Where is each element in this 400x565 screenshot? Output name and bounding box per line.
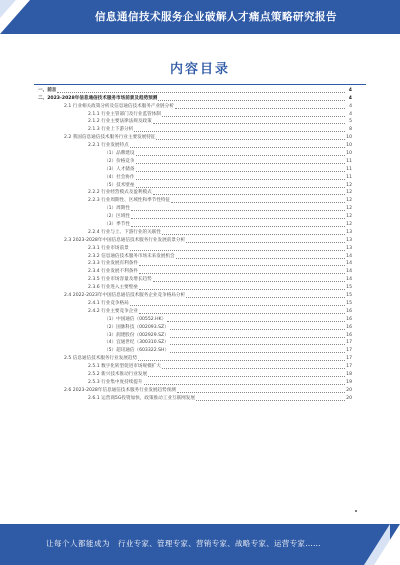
toc-entry-text: 2.3.1 行业市场前景 bbox=[88, 245, 129, 251]
toc-entry[interactable] bbox=[34, 212, 352, 220]
toc-page-number: 13 bbox=[346, 237, 352, 243]
toc-page-number: 8 bbox=[349, 127, 352, 133]
toc-leader-dots bbox=[139, 289, 345, 290]
toc-entry-text: （3）季节性 bbox=[104, 222, 130, 228]
toc-entry[interactable] bbox=[34, 283, 352, 291]
toc-page-number: 11 bbox=[346, 174, 352, 180]
toc-entry-text: 2.3.5 行业市场容量及增长趋势 bbox=[88, 277, 152, 283]
toc-entry[interactable] bbox=[34, 165, 352, 173]
toc-entry[interactable] bbox=[34, 386, 352, 394]
toc-page-number: 11 bbox=[346, 166, 352, 172]
toc-entry-text: 2.2.4 行业与上、下游行业的关联性 bbox=[88, 229, 161, 235]
toc-page-number: 18 bbox=[346, 371, 352, 377]
toc-entry[interactable] bbox=[34, 378, 352, 386]
toc-entry[interactable] bbox=[34, 331, 352, 339]
toc-leader-dots bbox=[148, 376, 345, 377]
toc-entry-text: （5）超讯通信（603322.SH） bbox=[104, 348, 170, 354]
toc-page-number: 17 bbox=[346, 340, 352, 346]
toc-entry-text: 2.3.4 行业发展不利条件 bbox=[88, 269, 138, 275]
toc-entry[interactable] bbox=[34, 354, 352, 362]
toc-entry-text: 2.3.2 信息通信技术服务市场未来发展机会 bbox=[88, 253, 175, 259]
toc-entry[interactable] bbox=[34, 252, 352, 260]
toc-entry[interactable] bbox=[34, 370, 352, 378]
toc-leader-dots bbox=[130, 305, 345, 306]
toc-leader-dots bbox=[153, 194, 345, 195]
toc-leader-dots bbox=[186, 242, 345, 243]
toc-entry-text: 一、前言 bbox=[38, 87, 57, 93]
toc-entry[interactable] bbox=[34, 315, 352, 323]
toc-entry-text: 2.2.3 行业周期性、区域性和季节性特征 bbox=[88, 198, 171, 204]
toc-entry[interactable] bbox=[34, 244, 352, 252]
toc-entry[interactable] bbox=[34, 228, 352, 236]
toc-leader-dots bbox=[153, 123, 345, 124]
toc-page-number: 10 bbox=[346, 135, 352, 141]
toc-entry[interactable] bbox=[34, 299, 352, 307]
toc-entry[interactable] bbox=[34, 149, 352, 157]
toc-leader-dots bbox=[138, 360, 345, 361]
toc-entry[interactable] bbox=[34, 118, 352, 126]
toc-page-number: 12 bbox=[346, 182, 352, 188]
toc-entry-text: 2.4.1 行业竞争格局 bbox=[88, 300, 129, 306]
toc-entry-text: 2.3.6 行业进入主要壁垒 bbox=[88, 285, 138, 291]
toc-leader-dots bbox=[176, 258, 345, 259]
toc-leader-dots bbox=[139, 265, 345, 266]
toc-entry[interactable] bbox=[34, 339, 352, 347]
toc-entry[interactable] bbox=[34, 362, 352, 370]
toc-leader-dots bbox=[177, 392, 345, 393]
toc-leader-dots bbox=[162, 234, 345, 235]
toc-page-number: 14 bbox=[346, 253, 352, 259]
toc-entry-text: （2）价格竞争 bbox=[104, 158, 135, 164]
toc-entry-text: 2.3.3 行业发展有利条件 bbox=[88, 261, 138, 267]
toc-page-number: 14 bbox=[346, 261, 352, 267]
toc-leader-dots bbox=[130, 147, 345, 148]
toc-leader-dots bbox=[136, 187, 346, 188]
toc-leader-dots bbox=[131, 218, 345, 219]
toc-page-number: 14 bbox=[346, 277, 352, 283]
toc-entry[interactable] bbox=[34, 346, 352, 354]
toc-page-number: 17 bbox=[346, 364, 352, 370]
toc-entry-text: （2）区域性 bbox=[104, 214, 130, 220]
toc-leader-dots bbox=[170, 329, 345, 330]
toc-leader-dots bbox=[134, 131, 345, 132]
toc-leader-dots bbox=[171, 202, 345, 203]
toc-page-number: 12 bbox=[346, 206, 352, 212]
toc-entry[interactable] bbox=[34, 204, 352, 212]
toc-page-number: 12 bbox=[346, 214, 352, 220]
toc-divider bbox=[34, 84, 366, 85]
toc-entry[interactable] bbox=[34, 173, 352, 181]
toc-entry[interactable] bbox=[34, 157, 352, 165]
toc-leader-dots bbox=[162, 116, 345, 117]
toc-entry-text: （3）人才储备 bbox=[104, 166, 135, 172]
toc-leader-dots bbox=[175, 108, 345, 109]
header-bar bbox=[0, 0, 400, 34]
toc-entry[interactable] bbox=[34, 236, 352, 244]
toc-entry-text: 2.1 行业相关政策分析及信息通信技术服务产业链分析 bbox=[64, 103, 174, 109]
toc-leader-dots bbox=[136, 155, 346, 156]
toc-entry[interactable] bbox=[34, 181, 352, 189]
toc-entry-text: 2.5.2 新兴技术推动行业发展 bbox=[88, 371, 148, 377]
toc-page-number: 19 bbox=[346, 379, 352, 385]
toc-page-number: 15 bbox=[346, 293, 352, 299]
toc-page-number: 11 bbox=[346, 158, 352, 164]
toc-entry[interactable] bbox=[34, 307, 352, 315]
toc-leader-dots bbox=[139, 273, 345, 274]
toc-page-number: 4 bbox=[348, 87, 352, 93]
toc-entry[interactable] bbox=[34, 102, 352, 110]
toc-entry-text: 2.3 2023-2028年中国信息通信技术服务行业发展前景分析 bbox=[64, 237, 186, 243]
toc-page-number: 4 bbox=[348, 95, 352, 101]
toc-entry-text: 2.5.3 行业集中度持续提升 bbox=[88, 379, 143, 385]
toc-page-number: 17 bbox=[346, 356, 352, 362]
toc-page-number: 20 bbox=[346, 387, 352, 393]
toc-entry[interactable] bbox=[34, 141, 352, 149]
toc-entry-text: （1）中国通信（00552.HK） bbox=[104, 316, 167, 322]
toc-leader-dots bbox=[57, 92, 345, 93]
toc-leader-dots bbox=[130, 250, 345, 251]
toc-page-number: 20 bbox=[346, 395, 352, 401]
toc-entry-text: 2.1.1 行业主管部门及行业监管体制 bbox=[88, 111, 161, 117]
toc-page-number: 12 bbox=[346, 198, 352, 204]
toc-entry[interactable] bbox=[34, 189, 352, 197]
toc-leader-dots bbox=[131, 226, 345, 227]
toc-entry-text: （3）润建股份（002929.SZ） bbox=[104, 332, 169, 338]
toc-entry-text: 2.1.3 行业上下游分析 bbox=[88, 127, 134, 133]
footer-decoration bbox=[374, 524, 400, 565]
toc-entry[interactable] bbox=[34, 220, 352, 228]
toc-page-number: 16 bbox=[346, 316, 352, 322]
toc-entry[interactable] bbox=[34, 94, 352, 102]
toc-page-number: 16 bbox=[346, 332, 352, 338]
toc-leader-dots bbox=[167, 321, 345, 322]
report-title: 信息通信技术服务企业破解人才痛点策略研究报告 bbox=[95, 11, 337, 23]
toc-page-number: 5 bbox=[349, 119, 352, 125]
toc-entry-text: 2.6.1 运营商5G投资加快，政策推动工业互联网发展 bbox=[88, 395, 195, 401]
toc-leader-dots bbox=[170, 352, 345, 353]
toc-entry-text: 2.2.2 行业经营模式及盈利模式 bbox=[88, 190, 152, 196]
toc-entry-text: （1）周期性 bbox=[104, 206, 130, 212]
toc-entry[interactable] bbox=[34, 394, 352, 402]
toc-entry[interactable] bbox=[34, 323, 352, 331]
toc-leader-dots bbox=[158, 100, 345, 101]
toc-leader-dots bbox=[139, 313, 345, 314]
toc-leader-dots bbox=[153, 281, 345, 282]
toc-leader-dots bbox=[162, 368, 345, 369]
toc-list bbox=[34, 86, 352, 402]
toc-entry[interactable] bbox=[34, 110, 352, 118]
toc-page-number: 17 bbox=[346, 348, 352, 354]
toc-entry-text: 2.4.2 行业主要竞争企业 bbox=[88, 308, 138, 314]
toc-page-number: 16 bbox=[346, 308, 352, 314]
toc-page-number: 13 bbox=[346, 229, 352, 235]
toc-entry-text: （5）技术壁垒 bbox=[104, 182, 135, 188]
toc-title: 内容目录 bbox=[169, 62, 230, 77]
toc-entry[interactable] bbox=[34, 133, 352, 141]
toc-leader-dots bbox=[170, 337, 345, 338]
toc-page-number: 12 bbox=[346, 190, 352, 196]
toc-leader-dots bbox=[170, 344, 345, 345]
toc-entry[interactable] bbox=[34, 275, 352, 283]
toc-entry[interactable] bbox=[34, 291, 352, 299]
page-marker bbox=[355, 510, 357, 512]
toc-leader-dots bbox=[186, 297, 345, 298]
toc-page-number: 12 bbox=[346, 222, 352, 228]
toc-entry[interactable] bbox=[34, 267, 352, 275]
toc-page-number: 13 bbox=[346, 245, 352, 251]
toc-leader-dots bbox=[136, 171, 346, 172]
toc-entry-text: 二、2023-2028年信息通信技术服务市场前景及趋势预测 bbox=[38, 95, 158, 101]
toc-leader-dots bbox=[131, 210, 345, 211]
toc-leader-dots bbox=[136, 163, 346, 164]
footer-bar bbox=[0, 524, 400, 565]
footer-roles: 行业专家、管理专家、营销专家、战略专家、运营专家…… bbox=[118, 539, 321, 548]
toc-entry-text: 2.4 2022-2023年中国信息通信技术服务企业竞争格局分析 bbox=[64, 293, 186, 299]
toc-page-number: 4 bbox=[349, 103, 352, 109]
toc-page-number: 15 bbox=[346, 285, 352, 291]
toc-entry[interactable] bbox=[34, 196, 352, 204]
toc-entry[interactable] bbox=[34, 86, 352, 94]
footer-slogan: 让每个人都能成为 bbox=[46, 539, 110, 548]
toc-entry-text: （2）国脉科技（002093.SZ） bbox=[104, 324, 169, 330]
toc-entry[interactable] bbox=[34, 260, 352, 268]
toc-leader-dots bbox=[144, 384, 346, 385]
toc-leader-dots bbox=[156, 139, 345, 140]
toc-entry-text: 2.6 2023-2028年信息通信技术服务行业发展趋势预测 bbox=[64, 387, 176, 393]
toc-entry-text: 2.2.1 行业发展特点 bbox=[88, 143, 129, 149]
toc-entry-text: 2.5 信息通信技术服务行业发展趋势 bbox=[64, 356, 138, 362]
toc-page-number: 14 bbox=[346, 269, 352, 275]
toc-entry-text: （1）品牌建设 bbox=[104, 151, 135, 157]
toc-entry-text: 2.1.2 行业主要法律法规及政策 bbox=[88, 119, 152, 125]
toc-leader-dots bbox=[136, 179, 346, 180]
toc-page-number: 4 bbox=[349, 111, 352, 117]
toc-entry[interactable] bbox=[34, 125, 352, 133]
toc-entry-text: （4）社会协作 bbox=[104, 174, 135, 180]
toc-entry-text: 2.2 我国信息通信技术服务行业主要发展特征 bbox=[64, 135, 156, 141]
toc-page-number: 16 bbox=[346, 324, 352, 330]
toc-leader-dots bbox=[196, 400, 345, 401]
toc-page-number: 10 bbox=[346, 151, 352, 157]
toc-entry-text: 2.5.1 数字化转型促进市场规模扩大 bbox=[88, 364, 161, 370]
toc-page-number: 10 bbox=[346, 143, 352, 149]
toc-page-number: 15 bbox=[346, 300, 352, 306]
toc-entry-text: （4）宜通世纪（300310.SZ） bbox=[104, 340, 169, 346]
